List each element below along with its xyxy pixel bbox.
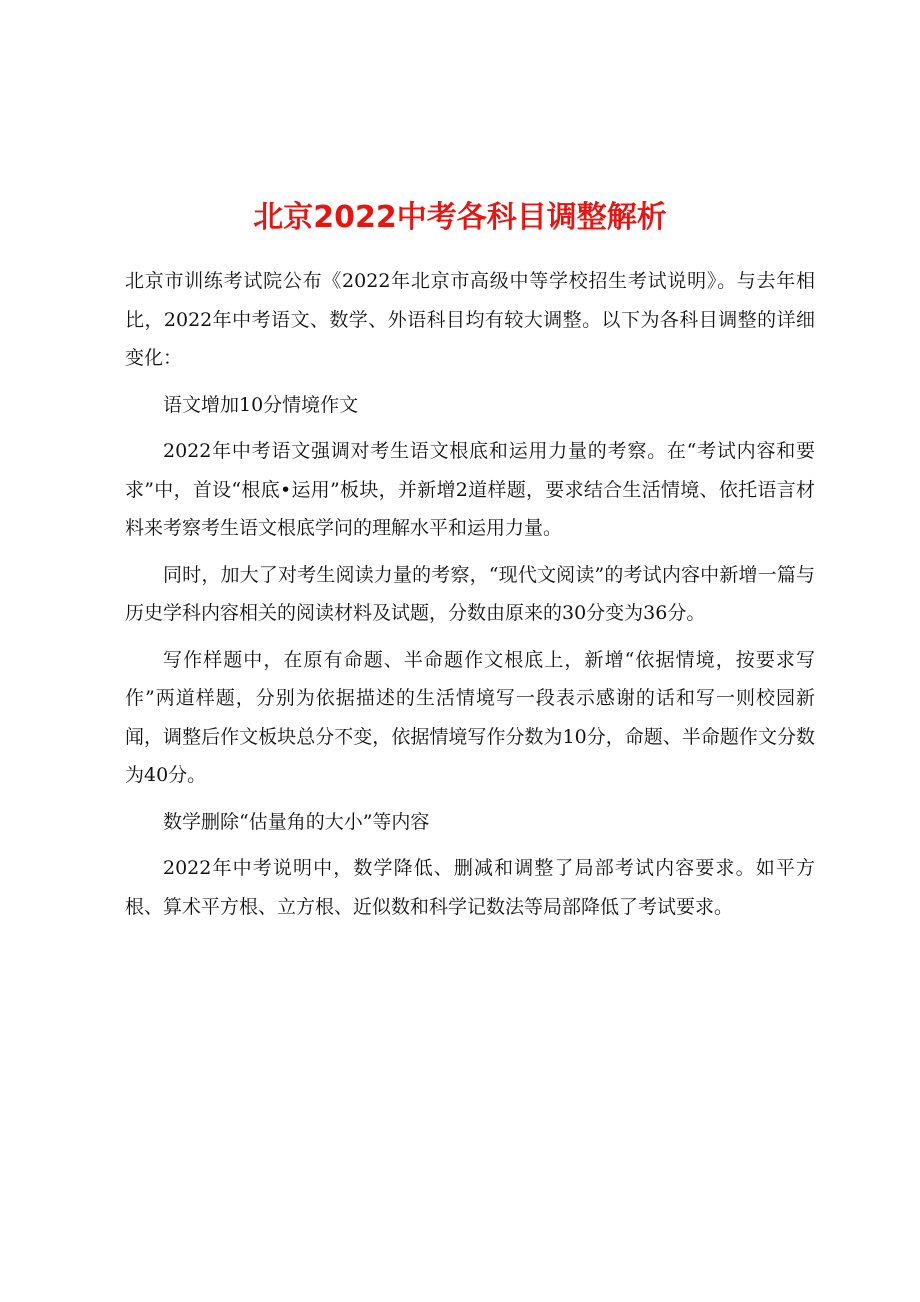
paragraph-writing: 写作样题中，在原有命题、半命题作文根底上，新增“依据情境，按要求写作”两道样题，分别为依据描述的生活情境写一段表示感谢的话和写一则校园新闻，调整后作文板块总分不变，依据情境写作分数为10分，命题、半命题作文分数为40分。 — [125, 648, 815, 786]
paragraph-math: 2022年中考说明中，数学降低、删减和调整了局部考试内容要求。如平方根、算术平方根、立方根、近似数和科学记数法等局部降低了考试要求。 — [125, 857, 815, 918]
page-title: 北京2022中考各科目调整解析 — [253, 200, 667, 235]
section-heading-math: 数学删除“估量角的大小”等内容 — [163, 810, 430, 833]
paragraph-chinese-basics: 2022年中考语文强调对考生语文根底和运用力量的考察。在“考试内容和要求”中，首设“根底•运用”板块，并新增2道样题，要求结合生活情境、依托语言材料来考察考生语文根底学问的理解水平和运用力量。 — [125, 440, 815, 539]
section-heading-chinese: 语文增加10分情境作文 — [163, 393, 359, 416]
intro-paragraph: 北京市训练考试院公布《2022年北京市高级中等学校招生考试说明》。与去年相比，2022年中考语文、数学、外语科目均有较大调整。以下为各科目调整的详细变化： — [125, 270, 815, 369]
document-body — [125, 262, 815, 926]
paragraph-reading: 同时，加大了对考生阅读力量的考察，“现代文阅读”的考试内容中新增一篇与历史学科内容相关的阅读材料及试题，分数由原来的30分变为36分。 — [125, 563, 815, 624]
